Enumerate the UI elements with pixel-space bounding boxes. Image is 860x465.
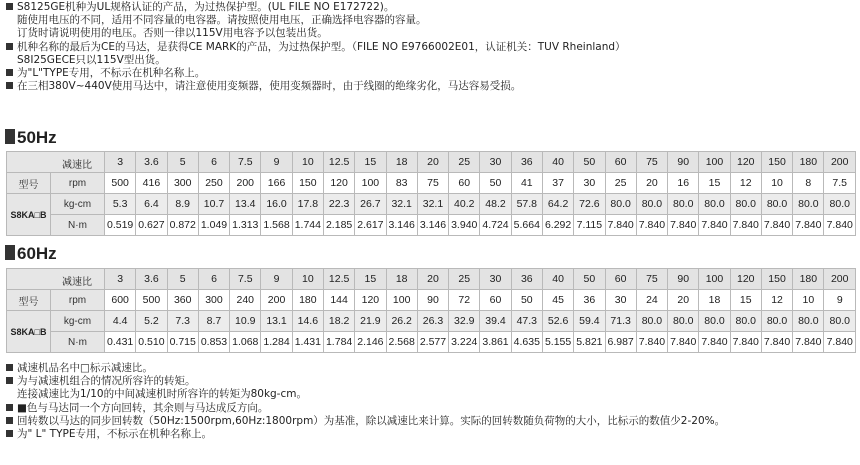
ratio-cell: 5 (167, 152, 198, 173)
note-line (6, 54, 856, 67)
ratio-cell: 6 (198, 152, 229, 173)
kgcm-cell: 13.1 (261, 311, 292, 332)
model-cell: S8KA□B (7, 194, 51, 236)
kgcm-cell: 80.0 (793, 311, 824, 332)
model-label-text: 型号 (18, 296, 39, 308)
rpm-cell: 72 (449, 290, 480, 311)
ratio-label: 减速比 (62, 160, 92, 171)
model-label-text: 型号 (18, 179, 39, 191)
nm-cell: 7.840 (699, 332, 730, 353)
kgcm-cell: 80.0 (636, 311, 667, 332)
kgcm-cell: 21.9 (355, 311, 386, 332)
ratio-cell: 3.6 (136, 152, 167, 173)
note-text: 为" L" TYPE专用，不标示在机种名称上。 (17, 428, 212, 441)
kgcm-cell: 80.0 (699, 194, 730, 215)
nm-cell: 7.840 (793, 215, 824, 236)
bullet-square-icon (6, 43, 13, 50)
nm-cell: 7.840 (761, 215, 792, 236)
ratio-cell: 180 (793, 269, 824, 290)
nm-cell: 0.519 (105, 215, 136, 236)
ratio-cell: 3.6 (136, 269, 167, 290)
rpm-cell: 45 (542, 290, 573, 311)
nm-cell: 5.821 (574, 332, 605, 353)
rpm-cell: 7.5 (824, 173, 856, 194)
nm-cell: 1.284 (261, 332, 292, 353)
ratio-cell: 100 (699, 269, 730, 290)
nm-cell: 2.185 (323, 215, 354, 236)
kgcm-cell: 17.8 (292, 194, 323, 215)
kgcm-cell: 16.0 (261, 194, 292, 215)
rpm-cell: 60 (449, 173, 480, 194)
nm-cell: 1.313 (230, 215, 261, 236)
ratio-cell: 15 (355, 152, 386, 173)
nm-cell: 5.155 (542, 332, 573, 353)
ratio-cell: 18 (386, 269, 417, 290)
ratio-cell: 50 (574, 152, 605, 173)
kgcm-cell: 80.0 (761, 311, 792, 332)
ratio-cell: 40 (542, 269, 573, 290)
kgcm-cell: 80.0 (824, 311, 856, 332)
rpm-row (7, 290, 856, 311)
nm-cell: 1.784 (323, 332, 354, 353)
ratio-cell: 100 (699, 152, 730, 173)
ratio-cell: 150 (761, 269, 792, 290)
kgcm-cell: 32.9 (449, 311, 480, 332)
rpm-cell: 60 (480, 290, 511, 311)
note-line (6, 1, 856, 14)
note-text: 回转数以马达的同步回转数（50Hz:1500rpm,60Hz:1800rpm）为基准，除以减速比来计算。实际的回转数随负荷物的大小，比标示的数值少2-20%。 (17, 414, 726, 427)
rpm-cell: 37 (542, 173, 573, 194)
rpm-cell: 20 (668, 290, 699, 311)
bullet-square-icon (6, 417, 13, 424)
rpm-cell: 12 (761, 290, 792, 311)
kgcm-cell: 6.4 (136, 194, 167, 215)
model-label-cell (7, 173, 51, 194)
bullet-square-icon (6, 404, 13, 411)
rpm-cell: 180 (292, 290, 323, 311)
rpm-cell: 250 (198, 173, 229, 194)
nm-cell: 6.292 (542, 215, 573, 236)
rpm-cell: 240 (230, 290, 261, 311)
rpm-cell: 10 (761, 173, 792, 194)
rpm-cell: 18 (699, 290, 730, 311)
rpm-cell: 166 (261, 173, 292, 194)
kgcm-cell: 40.2 (449, 194, 480, 215)
kgcm-cell: 80.0 (699, 311, 730, 332)
nm-cell: 7.840 (793, 332, 824, 353)
nm-cell: 1.431 (292, 332, 323, 353)
nm-cell: 7.115 (574, 215, 605, 236)
ratio-cell: 12.5 (323, 152, 354, 173)
rpm-cell: 600 (105, 290, 136, 311)
ratio-cell: 200 (824, 152, 856, 173)
nm-label: N·m (51, 332, 105, 353)
rpm-cell: 50 (480, 173, 511, 194)
ratio-cell: 150 (761, 152, 792, 173)
ratio-cell: 10 (292, 152, 323, 173)
nm-cell: 7.840 (668, 215, 699, 236)
ratio-cell: 18 (386, 152, 417, 173)
header-corner (7, 269, 105, 290)
rpm-cell: 75 (417, 173, 448, 194)
ratio-cell: 7.5 (230, 152, 261, 173)
torque-nm-row (7, 332, 856, 353)
rpm-cell: 500 (105, 173, 136, 194)
nm-cell: 3.861 (480, 332, 511, 353)
nm-cell: 4.724 (480, 215, 511, 236)
rpm-label: rpm (51, 290, 105, 311)
kgcm-cell: 64.2 (542, 194, 573, 215)
nm-cell: 1.744 (292, 215, 323, 236)
ratio-cell: 15 (355, 269, 386, 290)
kgcm-cell: 80.0 (668, 311, 699, 332)
nm-cell: 2.617 (355, 215, 386, 236)
rpm-cell: 15 (699, 173, 730, 194)
kgcm-cell: 80.0 (761, 194, 792, 215)
nm-cell: 3.146 (417, 215, 448, 236)
ratio-cell: 9 (261, 269, 292, 290)
header-corner (7, 152, 105, 173)
kgcm-cell: 14.6 (292, 311, 323, 332)
nm-cell: 3.146 (386, 215, 417, 236)
note-text: S8I25GECE只以115V型出货。 (17, 53, 166, 66)
ratio-cell: 30 (480, 269, 511, 290)
note-line (6, 375, 856, 388)
rpm-cell: 36 (574, 290, 605, 311)
note-line (6, 27, 856, 40)
rpm-cell: 25 (605, 173, 636, 194)
ratio-cell: 180 (793, 152, 824, 173)
rpm-cell: 300 (198, 290, 229, 311)
ratio-row (7, 269, 856, 290)
ratio-cell: 36 (511, 269, 542, 290)
kgcm-cell: 8.9 (167, 194, 198, 215)
rpm-label: rpm (51, 173, 105, 194)
nm-cell: 1.049 (198, 215, 229, 236)
ratio-cell: 6 (198, 269, 229, 290)
ratio-row (7, 152, 856, 173)
ratio-cell: 90 (668, 269, 699, 290)
heading-50hz (5, 128, 57, 148)
kgcm-cell: 80.0 (668, 194, 699, 215)
bullet-square-icon (6, 430, 13, 437)
rpm-cell: 300 (167, 173, 198, 194)
spec-table-60hz (6, 268, 856, 353)
nm-cell: 0.431 (105, 332, 136, 353)
ratio-cell: 10 (292, 269, 323, 290)
ratio-cell: 75 (636, 152, 667, 173)
rpm-cell: 50 (511, 290, 542, 311)
kgcm-cell: 5.3 (105, 194, 136, 215)
kgcm-cell: 71.3 (605, 311, 636, 332)
kgcm-cell: 5.2 (136, 311, 167, 332)
nm-cell: 6.987 (605, 332, 636, 353)
kgcm-cell: 72.6 (574, 194, 605, 215)
nm-cell: 7.840 (636, 215, 667, 236)
note-text: S8125GE机种为UL规格认证的产品，为过热保护型。(UL FILE NO E172722)。 (17, 1, 395, 13)
nm-cell: 0.510 (136, 332, 167, 353)
ratio-cell: 30 (480, 152, 511, 173)
rpm-cell: 500 (136, 290, 167, 311)
kgcm-cell: 10.7 (198, 194, 229, 215)
rpm-row (7, 173, 856, 194)
kgcm-cell: 22.3 (323, 194, 354, 215)
rpm-cell: 10 (793, 290, 824, 311)
heading-60hz-text: 60Hz (17, 244, 57, 263)
spec-table-50hz (6, 151, 856, 236)
kgcm-cell: 80.0 (730, 194, 761, 215)
nm-cell: 7.840 (730, 215, 761, 236)
note-text: 为"L"TYPE专用，不标示在机种名称上。 (17, 67, 206, 80)
kgcm-cell: 10.9 (230, 311, 261, 332)
nm-cell: 0.853 (198, 332, 229, 353)
note-line (6, 80, 856, 93)
model-cell: S8KA□B (7, 311, 51, 353)
rpm-cell: 200 (261, 290, 292, 311)
rpm-cell: 416 (136, 173, 167, 194)
kgcm-cell: 18.2 (323, 311, 354, 332)
rpm-cell: 12 (730, 173, 761, 194)
nm-cell: 5.664 (511, 215, 542, 236)
bullet-square-icon (6, 364, 13, 371)
kgcm-cell: 8.7 (198, 311, 229, 332)
nm-cell: 4.635 (511, 332, 542, 353)
note-text: 为与减速机组合的情况所容许的转矩。 (17, 375, 196, 388)
nm-cell: 0.715 (167, 332, 198, 353)
rpm-cell: 30 (605, 290, 636, 311)
ratio-cell: 60 (605, 269, 636, 290)
ratio-cell: 20 (417, 269, 448, 290)
nm-cell: 3.224 (449, 332, 480, 353)
note-line (6, 388, 856, 401)
note-text: 随使用电压的不同，适用不同容量的电容器。请按照使用电压，正确选择电容器的容量。 (17, 14, 427, 27)
ratio-cell: 3 (105, 269, 136, 290)
torque-kgcm-row (7, 194, 856, 215)
ratio-cell: 120 (730, 269, 761, 290)
kgcm-cell: 59.4 (574, 311, 605, 332)
rpm-cell: 100 (355, 173, 386, 194)
ratio-cell: 36 (511, 152, 542, 173)
heading-50hz-text: 50Hz (17, 128, 57, 147)
rpm-cell: 90 (417, 290, 448, 311)
rpm-cell: 360 (167, 290, 198, 311)
ratio-cell: 40 (542, 152, 573, 173)
nm-cell: 7.840 (824, 332, 856, 353)
nm-cell: 2.577 (417, 332, 448, 353)
kgcm-label: kg-cm (51, 194, 105, 215)
kgcm-cell: 80.0 (730, 311, 761, 332)
kgcm-cell: 80.0 (605, 194, 636, 215)
rpm-cell: 15 (730, 290, 761, 311)
note-line (6, 402, 856, 415)
ratio-cell: 200 (824, 269, 856, 290)
kgcm-cell: 32.1 (417, 194, 448, 215)
heading-marker (5, 129, 15, 144)
bullet-square-icon (6, 3, 13, 10)
note-line (6, 428, 856, 441)
nm-cell: 1.568 (261, 215, 292, 236)
nm-label: N·m (51, 215, 105, 236)
nm-cell: 7.840 (761, 332, 792, 353)
ratio-cell: 12.5 (323, 269, 354, 290)
note-line (6, 67, 856, 80)
ratio-cell: 3 (105, 152, 136, 173)
note-text: 订货时请说明使用的电压。否则一律以115V用电容予以包装出货。 (17, 27, 328, 40)
note-text: ■色与马达同一个方向回转，其余则与马达成反方向。 (17, 401, 269, 414)
rpm-cell: 150 (292, 173, 323, 194)
heading-marker (5, 245, 15, 260)
rpm-cell: 24 (636, 290, 667, 311)
kgcm-cell: 32.1 (386, 194, 417, 215)
ratio-cell: 20 (417, 152, 448, 173)
rpm-cell: 120 (355, 290, 386, 311)
rpm-cell: 100 (386, 290, 417, 311)
model-label-cell (7, 290, 51, 311)
ratio-cell: 9 (261, 152, 292, 173)
rpm-cell: 41 (511, 173, 542, 194)
nm-cell: 1.068 (230, 332, 261, 353)
rpm-cell: 83 (386, 173, 417, 194)
kgcm-cell: 47.3 (511, 311, 542, 332)
nm-cell: 0.627 (136, 215, 167, 236)
rpm-cell: 20 (636, 173, 667, 194)
ratio-cell: 5 (167, 269, 198, 290)
bullet-square-icon (6, 82, 13, 89)
rpm-cell: 30 (574, 173, 605, 194)
nm-cell: 0.872 (167, 215, 198, 236)
nm-cell: 7.840 (605, 215, 636, 236)
top-notes (6, 1, 856, 93)
bullet-square-icon (6, 69, 13, 76)
nm-cell: 7.840 (636, 332, 667, 353)
nm-cell: 7.840 (699, 215, 730, 236)
note-text: 机种名称的最后为CE的马达，是获得CE MARK的产品，为过热保护型。（FILE NO E9766002E01，认证机关：TUV Rheinland） (17, 40, 626, 53)
ratio-cell: 25 (449, 152, 480, 173)
kgcm-cell: 52.6 (542, 311, 573, 332)
note-line (6, 41, 856, 54)
ratio-cell: 90 (668, 152, 699, 173)
ratio-cell: 7.5 (230, 269, 261, 290)
kgcm-cell: 4.4 (105, 311, 136, 332)
rpm-cell: 8 (793, 173, 824, 194)
torque-nm-row (7, 215, 856, 236)
kgcm-cell: 80.0 (793, 194, 824, 215)
kgcm-label: kg-cm (51, 311, 105, 332)
ratio-cell: 50 (574, 269, 605, 290)
ratio-cell: 75 (636, 269, 667, 290)
kgcm-cell: 57.8 (511, 194, 542, 215)
nm-cell: 7.840 (824, 215, 856, 236)
bottom-notes (6, 362, 856, 441)
bullet-square-icon (6, 377, 13, 384)
rpm-cell: 144 (323, 290, 354, 311)
nm-cell: 2.568 (386, 332, 417, 353)
note-text: 在三相380V~440V使用马达中，请注意使用变频器，使用变频器时，由于线圈的绝缘劣化，马达容易受损。 (17, 80, 522, 93)
ratio-label: 减速比 (62, 277, 92, 288)
torque-kgcm-row (7, 311, 856, 332)
ratio-cell: 25 (449, 269, 480, 290)
note-text: 减速机品名中□标示减速比。 (17, 362, 153, 374)
rpm-cell: 9 (824, 290, 856, 311)
rpm-cell: 120 (323, 173, 354, 194)
nm-cell: 7.840 (730, 332, 761, 353)
ratio-cell: 60 (605, 152, 636, 173)
kgcm-cell: 7.3 (167, 311, 198, 332)
rpm-cell: 200 (230, 173, 261, 194)
kgcm-cell: 26.3 (417, 311, 448, 332)
note-text: 连接减速比为1/10的中间减速机时所容许的转矩为80kg-cm。 (17, 388, 307, 401)
rpm-cell: 16 (668, 173, 699, 194)
kgcm-cell: 48.2 (480, 194, 511, 215)
kgcm-cell: 26.7 (355, 194, 386, 215)
nm-cell: 3.940 (449, 215, 480, 236)
kgcm-cell: 13.4 (230, 194, 261, 215)
heading-60hz (5, 244, 57, 264)
kgcm-cell: 80.0 (824, 194, 856, 215)
ratio-cell: 120 (730, 152, 761, 173)
note-line (6, 14, 856, 27)
note-line (6, 415, 856, 428)
kgcm-cell: 39.4 (480, 311, 511, 332)
kgcm-cell: 26.2 (386, 311, 417, 332)
nm-cell: 7.840 (668, 332, 699, 353)
nm-cell: 2.146 (355, 332, 386, 353)
note-line (6, 362, 856, 375)
kgcm-cell: 80.0 (636, 194, 667, 215)
